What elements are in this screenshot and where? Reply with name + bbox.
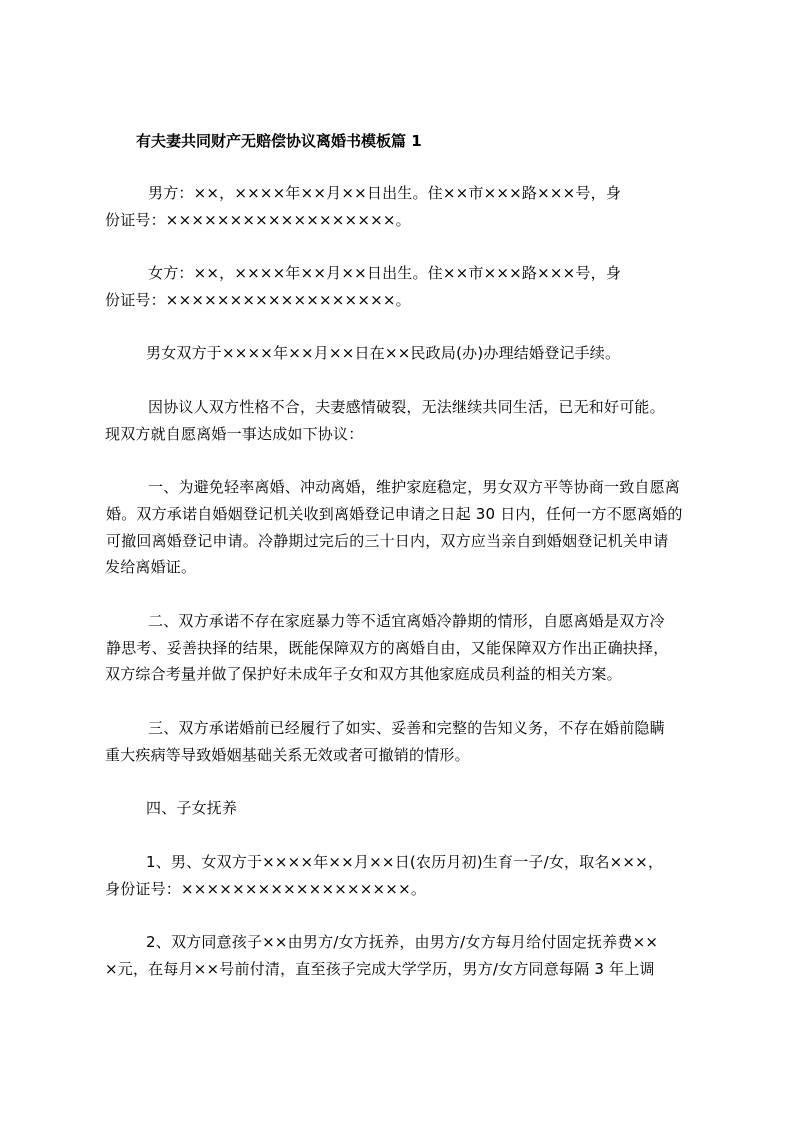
marriage-registration-line: 男女双方于××××年××月××日在××民政局(办)办理结婚登记手续。 xyxy=(146,344,621,362)
clause-2-line-2: 静思考、妥善抉择的结果，既能保障双方的离婚自由，又能保障双方作出正确抉择， xyxy=(106,639,669,657)
document-title: 有夫妻共同财产无赔偿协议离婚书模板篇 1 xyxy=(136,132,422,150)
child-support-line-2: ×元，在每月××号前付清，直至孩子完成大学学历，男方/女方同意每隔 3 年上调 xyxy=(105,960,655,978)
divorce-reason-line-1: 因协议人双方性格不合，夫妻感情破裂，无法继续共同生活，已无和好可能。 xyxy=(148,398,665,416)
clause-1-line-1: 一、为避免轻率离婚、冲动离婚，维护家庭稳定，男女双方平等协商一致自愿离 xyxy=(148,478,681,496)
clause-3-line-2: 重大疾病等导致婚姻基础关系无效或者可撤销的情形。 xyxy=(105,746,470,764)
male-party-line-2: 份证号：××××××××××××××××××。 xyxy=(105,211,411,229)
clause-2-line-3: 双方综合考量并做了保护好未成年子女和双方其他家庭成员利益的相关方案。 xyxy=(105,665,622,683)
clause-4-heading: 四、子女抚养 xyxy=(146,799,238,817)
female-party-line-2: 份证号：××××××××××××××××××。 xyxy=(105,291,411,309)
clause-2-line-1: 二、双方承诺不存在家庭暴力等不适宜离婚冷静期的情形，自愿离婚是双方冷 xyxy=(148,612,665,630)
child-support-line-1: 2、双方同意孩子××由男方/女方抚养，由男方/女方每月给付固定抚养费×× xyxy=(146,933,659,951)
child-info-line-1: 1、男、女双方于××××年××月××日(农历月初)生育一子/女，取名×××， xyxy=(146,853,664,871)
clause-1-line-4: 发给离婚证。 xyxy=(105,558,197,576)
clause-3-line-1: 三、双方承诺婚前已经履行了如实、妥善和完整的告知义务，不存在婚前隐瞒 xyxy=(148,719,665,737)
child-info-line-2: 身份证号：××××××××××××××××××。 xyxy=(105,880,427,898)
male-party-line-1: 男方：××，××××年××月××日出生。住××市×××路×××号，身 xyxy=(148,184,622,202)
clause-1-line-2: 婚。双方承诺自婚姻登记机关收到离婚登记申请之日起 30 日内，任何一方不愿离婚的 xyxy=(106,505,683,523)
female-party-line-1: 女方：××，××××年××月××日出生。住××市×××路×××号，身 xyxy=(148,264,622,282)
clause-1-line-3: 可撤回离婚登记申请。冷静期过完后的三十日内，双方应当亲自到婚姻登记机关申请 xyxy=(106,532,669,550)
divorce-reason-line-2: 现双方就自愿离婚一事达成如下协议： xyxy=(105,425,364,443)
